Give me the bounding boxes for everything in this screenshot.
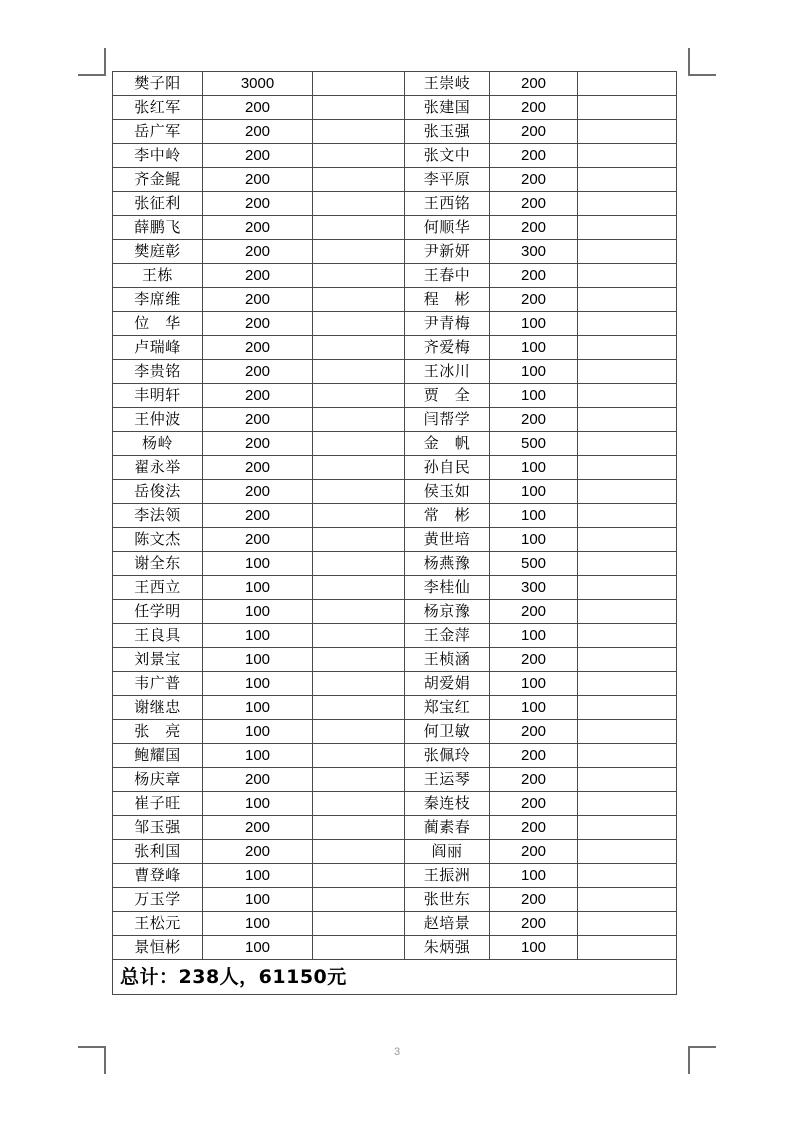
cell-amount-right: 200 <box>490 216 578 240</box>
cell-name-left: 薛鹏飞 <box>113 216 203 240</box>
cell-amount-right: 200 <box>490 840 578 864</box>
cell-amount-right: 100 <box>490 672 578 696</box>
cell-amount-right: 100 <box>490 312 578 336</box>
cell-amount-left: 200 <box>203 768 313 792</box>
cell-amount-left: 100 <box>203 744 313 768</box>
cell-amount-right: 200 <box>490 96 578 120</box>
cell-name-right: 王桢涵 <box>405 648 490 672</box>
cell-blank-left <box>313 768 405 792</box>
cell-name-right: 王运琴 <box>405 768 490 792</box>
crop-mark-top-right-icon <box>688 48 716 76</box>
cell-name-right: 侯玉如 <box>405 480 490 504</box>
cell-amount-right: 200 <box>490 648 578 672</box>
cell-blank-left <box>313 672 405 696</box>
cell-blank-right <box>578 312 677 336</box>
cell-blank-right <box>578 744 677 768</box>
cell-blank-right <box>578 696 677 720</box>
cell-amount-left: 200 <box>203 312 313 336</box>
table-row <box>113 408 677 432</box>
cell-amount-left: 200 <box>203 288 313 312</box>
cell-blank-right <box>578 96 677 120</box>
cell-blank-left <box>313 552 405 576</box>
crop-mark-top-left-icon <box>78 48 106 76</box>
cell-blank-left <box>313 192 405 216</box>
table-row <box>113 576 677 600</box>
cell-blank-left <box>313 288 405 312</box>
table-row <box>113 480 677 504</box>
cell-blank-left <box>313 912 405 936</box>
cell-name-left: 卢瑞峰 <box>113 336 203 360</box>
cell-blank-right <box>578 504 677 528</box>
cell-name-right: 胡爱娟 <box>405 672 490 696</box>
table-row <box>113 360 677 384</box>
cell-amount-left: 100 <box>203 696 313 720</box>
cell-amount-left: 100 <box>203 792 313 816</box>
cell-name-left: 王良具 <box>113 624 203 648</box>
cell-amount-right: 100 <box>490 480 578 504</box>
cell-name-right: 程 彬 <box>405 288 490 312</box>
table-row <box>113 720 677 744</box>
cell-blank-left <box>313 744 405 768</box>
cell-name-right: 闫帮学 <box>405 408 490 432</box>
cell-amount-right: 200 <box>490 408 578 432</box>
cell-amount-right: 100 <box>490 936 578 960</box>
cell-blank-right <box>578 528 677 552</box>
table-row <box>113 816 677 840</box>
cell-amount-left: 200 <box>203 408 313 432</box>
table-row <box>113 432 677 456</box>
table-row <box>113 192 677 216</box>
cell-name-right: 齐爱梅 <box>405 336 490 360</box>
cell-name-right: 张世东 <box>405 888 490 912</box>
cell-blank-right <box>578 720 677 744</box>
table-row <box>113 336 677 360</box>
cell-blank-left <box>313 648 405 672</box>
cell-name-right: 张玉强 <box>405 120 490 144</box>
cell-amount-right: 200 <box>490 768 578 792</box>
cell-name-right: 阎丽 <box>405 840 490 864</box>
cell-name-right: 何卫敏 <box>405 720 490 744</box>
cell-name-left: 李中岭 <box>113 144 203 168</box>
cell-blank-right <box>578 384 677 408</box>
table-row <box>113 312 677 336</box>
cell-name-right: 王西铭 <box>405 192 490 216</box>
cell-blank-right <box>578 120 677 144</box>
cell-blank-right <box>578 624 677 648</box>
cell-name-left: 张利国 <box>113 840 203 864</box>
cell-amount-right: 200 <box>490 264 578 288</box>
table-row <box>113 96 677 120</box>
cell-blank-right <box>578 912 677 936</box>
cell-blank-left <box>313 792 405 816</box>
cell-amount-right: 200 <box>490 120 578 144</box>
cell-name-right: 杨燕豫 <box>405 552 490 576</box>
cell-name-left: 张 亮 <box>113 720 203 744</box>
cell-name-right: 朱炳强 <box>405 936 490 960</box>
cell-amount-right: 100 <box>490 384 578 408</box>
table-row <box>113 264 677 288</box>
cell-blank-right <box>578 816 677 840</box>
cell-name-left: 刘景宝 <box>113 648 203 672</box>
cell-name-left: 谢全东 <box>113 552 203 576</box>
cell-amount-right: 100 <box>490 696 578 720</box>
cell-amount-left: 100 <box>203 576 313 600</box>
cell-amount-left: 100 <box>203 552 313 576</box>
cell-name-left: 崔子旺 <box>113 792 203 816</box>
cell-name-right: 李桂仙 <box>405 576 490 600</box>
cell-amount-left: 200 <box>203 144 313 168</box>
cell-blank-right <box>578 672 677 696</box>
cell-amount-right: 200 <box>490 600 578 624</box>
cell-blank-right <box>578 168 677 192</box>
cell-amount-left: 200 <box>203 168 313 192</box>
cell-name-left: 齐金鲲 <box>113 168 203 192</box>
table-row <box>113 216 677 240</box>
cell-blank-left <box>313 384 405 408</box>
cell-amount-left: 200 <box>203 480 313 504</box>
cell-blank-left <box>313 408 405 432</box>
total-row <box>113 960 677 995</box>
cell-amount-left: 100 <box>203 672 313 696</box>
total-label: 总计：238人，61150元 <box>113 960 677 995</box>
cell-name-left: 万玉学 <box>113 888 203 912</box>
cell-name-left: 任学明 <box>113 600 203 624</box>
cell-name-right: 尹新妍 <box>405 240 490 264</box>
cell-amount-left: 3000 <box>203 72 313 96</box>
cell-name-left: 岳广军 <box>113 120 203 144</box>
cell-name-right: 黄世培 <box>405 528 490 552</box>
cell-amount-left: 200 <box>203 840 313 864</box>
cell-name-right: 贾 全 <box>405 384 490 408</box>
cell-blank-left <box>313 840 405 864</box>
cell-blank-right <box>578 336 677 360</box>
cell-blank-right <box>578 552 677 576</box>
table-row <box>113 912 677 936</box>
cell-amount-right: 300 <box>490 576 578 600</box>
cell-blank-right <box>578 240 677 264</box>
cell-amount-left: 200 <box>203 216 313 240</box>
cell-amount-left: 200 <box>203 192 313 216</box>
table-row <box>113 528 677 552</box>
cell-name-left: 邹玉强 <box>113 816 203 840</box>
donation-table-body <box>113 72 677 995</box>
page-number: 3 <box>393 1046 401 1058</box>
cell-blank-right <box>578 648 677 672</box>
cell-blank-right <box>578 936 677 960</box>
table-row <box>113 168 677 192</box>
cell-blank-left <box>313 168 405 192</box>
cell-amount-right: 200 <box>490 192 578 216</box>
cell-blank-right <box>578 72 677 96</box>
cell-name-left: 樊子阳 <box>113 72 203 96</box>
cell-blank-left <box>313 696 405 720</box>
cell-amount-left: 200 <box>203 504 313 528</box>
cell-name-left: 王仲波 <box>113 408 203 432</box>
cell-name-right: 王金萍 <box>405 624 490 648</box>
cell-blank-right <box>578 408 677 432</box>
cell-blank-left <box>313 888 405 912</box>
table-row <box>113 288 677 312</box>
cell-amount-right: 200 <box>490 744 578 768</box>
cell-name-left: 王松元 <box>113 912 203 936</box>
cell-name-left: 李法领 <box>113 504 203 528</box>
cell-name-left: 李贵铭 <box>113 360 203 384</box>
cell-name-left: 张征利 <box>113 192 203 216</box>
cell-amount-right: 500 <box>490 552 578 576</box>
cell-name-left: 陈文杰 <box>113 528 203 552</box>
cell-blank-right <box>578 216 677 240</box>
cell-name-right: 张文中 <box>405 144 490 168</box>
cell-name-right: 李平原 <box>405 168 490 192</box>
cell-name-left: 杨庆章 <box>113 768 203 792</box>
cell-name-left: 翟永举 <box>113 456 203 480</box>
cell-name-left: 岳俊法 <box>113 480 203 504</box>
cell-blank-left <box>313 816 405 840</box>
cell-amount-right: 100 <box>490 360 578 384</box>
cell-name-right: 张建国 <box>405 96 490 120</box>
table-row <box>113 600 677 624</box>
cell-blank-left <box>313 120 405 144</box>
cell-name-right: 郑宝红 <box>405 696 490 720</box>
cell-blank-left <box>313 936 405 960</box>
cell-amount-right: 200 <box>490 288 578 312</box>
cell-amount-left: 200 <box>203 360 313 384</box>
cell-amount-right: 500 <box>490 432 578 456</box>
cell-amount-right: 200 <box>490 144 578 168</box>
cell-blank-right <box>578 432 677 456</box>
cell-name-left: 樊庭彰 <box>113 240 203 264</box>
table-row <box>113 144 677 168</box>
cell-amount-left: 100 <box>203 888 313 912</box>
cell-name-right: 何顺华 <box>405 216 490 240</box>
cell-amount-left: 200 <box>203 528 313 552</box>
cell-name-right: 尹青梅 <box>405 312 490 336</box>
cell-name-right: 王崇岐 <box>405 72 490 96</box>
table-row <box>113 744 677 768</box>
cell-blank-left <box>313 624 405 648</box>
cell-name-right: 蔺素春 <box>405 816 490 840</box>
table-row <box>113 672 677 696</box>
cell-amount-left: 200 <box>203 240 313 264</box>
cell-name-right: 张佩玲 <box>405 744 490 768</box>
cell-blank-left <box>313 72 405 96</box>
cell-blank-left <box>313 432 405 456</box>
cell-name-right: 秦连枝 <box>405 792 490 816</box>
cell-amount-left: 200 <box>203 120 313 144</box>
cell-blank-right <box>578 144 677 168</box>
cell-blank-right <box>578 456 677 480</box>
cell-blank-left <box>313 504 405 528</box>
cell-amount-left: 200 <box>203 384 313 408</box>
cell-amount-right: 200 <box>490 720 578 744</box>
cell-amount-left: 200 <box>203 264 313 288</box>
cell-name-left: 位 华 <box>113 312 203 336</box>
cell-amount-left: 100 <box>203 720 313 744</box>
cell-name-left: 景恒彬 <box>113 936 203 960</box>
cell-name-right: 赵培景 <box>405 912 490 936</box>
cell-name-right: 王冰川 <box>405 360 490 384</box>
cell-blank-right <box>578 864 677 888</box>
cell-amount-right: 200 <box>490 168 578 192</box>
cell-amount-left: 100 <box>203 600 313 624</box>
cell-blank-right <box>578 192 677 216</box>
cell-name-left: 韦广普 <box>113 672 203 696</box>
table-row <box>113 72 677 96</box>
cell-name-right: 王振洲 <box>405 864 490 888</box>
donation-table-container <box>112 71 676 995</box>
cell-amount-right: 100 <box>490 504 578 528</box>
table-row <box>113 504 677 528</box>
cell-blank-left <box>313 480 405 504</box>
table-row <box>113 648 677 672</box>
cell-blank-left <box>313 576 405 600</box>
cell-blank-left <box>313 720 405 744</box>
cell-amount-right: 200 <box>490 72 578 96</box>
table-row <box>113 768 677 792</box>
cell-blank-right <box>578 576 677 600</box>
donation-table <box>112 71 677 995</box>
table-row <box>113 624 677 648</box>
cell-name-left: 李席维 <box>113 288 203 312</box>
cell-amount-left: 200 <box>203 456 313 480</box>
cell-name-left: 鲍耀国 <box>113 744 203 768</box>
cell-amount-left: 200 <box>203 816 313 840</box>
cell-amount-left: 100 <box>203 864 313 888</box>
cell-blank-left <box>313 864 405 888</box>
cell-amount-right: 200 <box>490 888 578 912</box>
cell-amount-left: 200 <box>203 336 313 360</box>
cell-amount-left: 100 <box>203 936 313 960</box>
cell-name-right: 常 彬 <box>405 504 490 528</box>
cell-amount-left: 100 <box>203 624 313 648</box>
cell-blank-right <box>578 840 677 864</box>
cell-blank-left <box>313 600 405 624</box>
cell-blank-right <box>578 360 677 384</box>
cell-blank-left <box>313 240 405 264</box>
cell-name-right: 金 帆 <box>405 432 490 456</box>
cell-blank-left <box>313 528 405 552</box>
table-row <box>113 792 677 816</box>
table-row <box>113 384 677 408</box>
cell-name-left: 王栋 <box>113 264 203 288</box>
cell-blank-right <box>578 888 677 912</box>
cell-blank-left <box>313 144 405 168</box>
cell-amount-left: 100 <box>203 912 313 936</box>
cell-name-left: 曹登峰 <box>113 864 203 888</box>
table-row <box>113 120 677 144</box>
cell-amount-right: 300 <box>490 240 578 264</box>
table-row <box>113 240 677 264</box>
cell-name-right: 孙自民 <box>405 456 490 480</box>
table-row <box>113 696 677 720</box>
cell-name-left: 张红军 <box>113 96 203 120</box>
cell-name-left: 丰明轩 <box>113 384 203 408</box>
cell-blank-left <box>313 336 405 360</box>
cell-amount-right: 200 <box>490 816 578 840</box>
cell-blank-left <box>313 264 405 288</box>
cell-amount-right: 100 <box>490 528 578 552</box>
cell-blank-right <box>578 480 677 504</box>
cell-amount-left: 200 <box>203 96 313 120</box>
cell-amount-left: 200 <box>203 432 313 456</box>
cell-name-right: 杨京豫 <box>405 600 490 624</box>
cell-name-right: 王春中 <box>405 264 490 288</box>
cell-blank-right <box>578 288 677 312</box>
cell-name-left: 杨岭 <box>113 432 203 456</box>
cell-blank-right <box>578 600 677 624</box>
cell-name-left: 谢继忠 <box>113 696 203 720</box>
cell-blank-right <box>578 792 677 816</box>
cell-blank-left <box>313 96 405 120</box>
cell-amount-right: 100 <box>490 864 578 888</box>
cell-amount-right: 200 <box>490 792 578 816</box>
cell-name-left: 王西立 <box>113 576 203 600</box>
cell-blank-left <box>313 360 405 384</box>
cell-blank-left <box>313 312 405 336</box>
cell-amount-right: 100 <box>490 624 578 648</box>
table-row <box>113 840 677 864</box>
table-row <box>113 456 677 480</box>
cell-amount-right: 100 <box>490 456 578 480</box>
cell-blank-left <box>313 456 405 480</box>
cell-amount-right: 200 <box>490 912 578 936</box>
table-row <box>113 888 677 912</box>
cell-blank-right <box>578 264 677 288</box>
cell-blank-right <box>578 768 677 792</box>
table-row <box>113 552 677 576</box>
cell-blank-left <box>313 216 405 240</box>
cell-amount-right: 100 <box>490 336 578 360</box>
table-row <box>113 936 677 960</box>
table-row <box>113 864 677 888</box>
cell-amount-left: 100 <box>203 648 313 672</box>
